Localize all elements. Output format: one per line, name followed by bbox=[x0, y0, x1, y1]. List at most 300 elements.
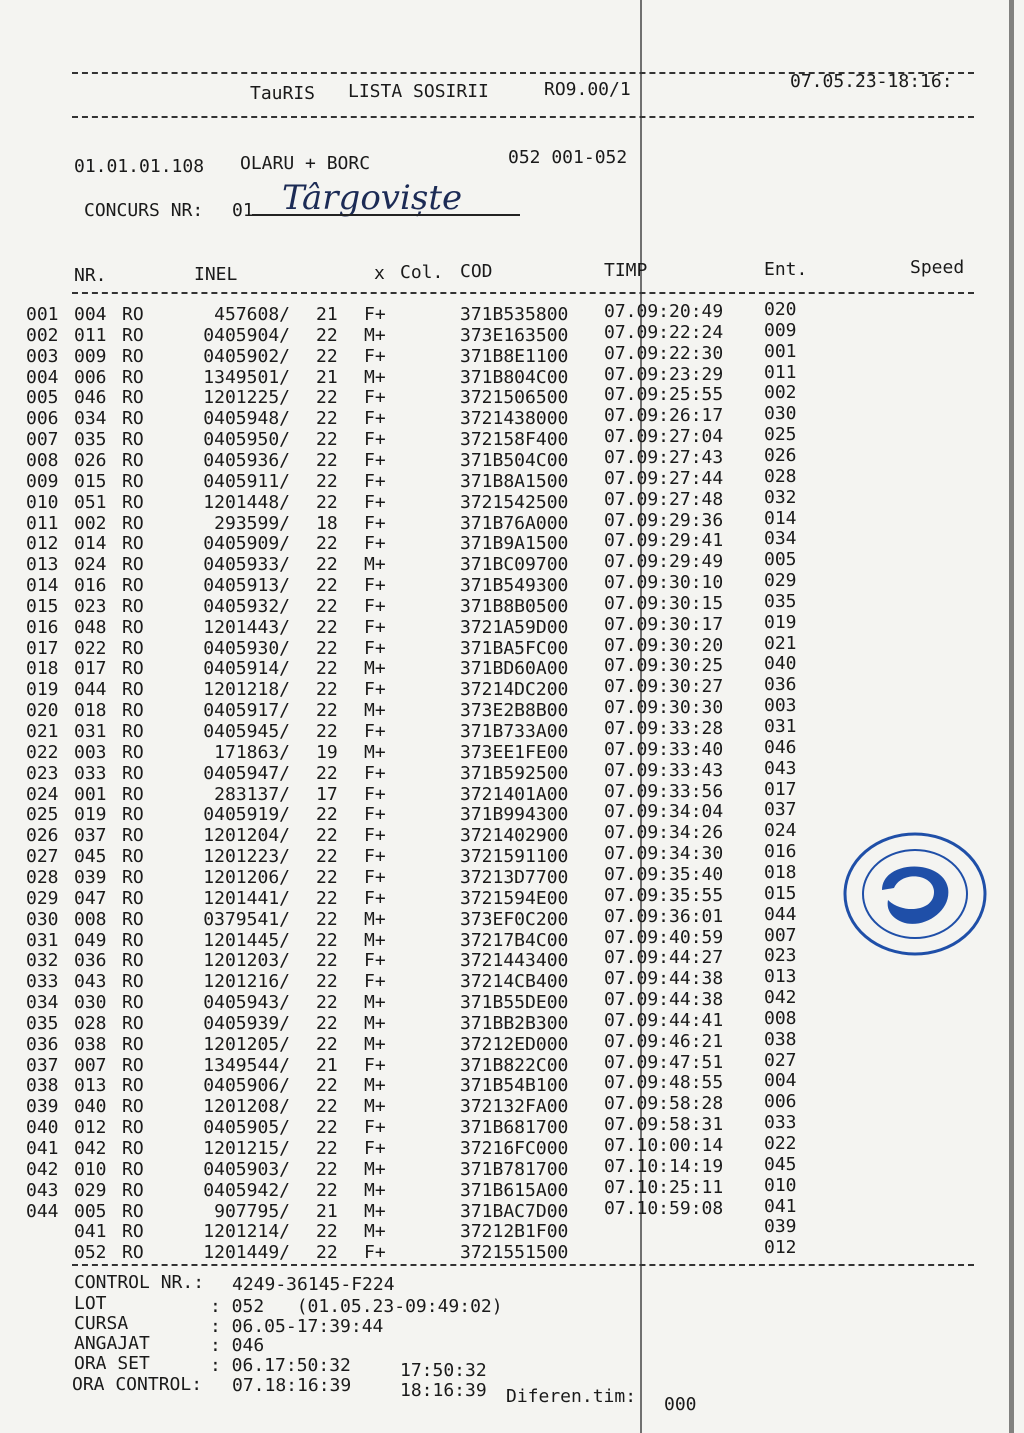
cell-country: RO bbox=[122, 992, 144, 1014]
cell-year: 22 bbox=[316, 533, 338, 555]
cell-ring-number: 1201206/ bbox=[203, 866, 290, 888]
table-row bbox=[0, 1174, 1024, 1201]
cell-pigeon-number: 003 bbox=[74, 741, 107, 763]
cell-pigeon-number: 011 bbox=[74, 324, 107, 346]
cell-sex-color: M+ bbox=[364, 1179, 386, 1201]
cell-ring-number: 1201214/ bbox=[203, 1221, 290, 1243]
cell-chip-code: 3721401A00 bbox=[460, 783, 569, 805]
cell-ring-number: 0405909/ bbox=[203, 533, 290, 555]
cell-ring-number: 1201205/ bbox=[203, 1033, 290, 1055]
table-row bbox=[0, 716, 1024, 742]
cell-entry-number: 035 bbox=[764, 590, 797, 612]
cell-year: 22 bbox=[316, 658, 338, 680]
cell-country: RO bbox=[122, 1158, 144, 1180]
cell-pigeon-number: 034 bbox=[74, 408, 107, 430]
cell-year: 22 bbox=[316, 637, 338, 659]
cell-position: 041 bbox=[26, 1138, 59, 1159]
cell-ring-number: 0405943/ bbox=[203, 992, 290, 1014]
cell-pigeon-number: 013 bbox=[74, 1075, 107, 1097]
cell-entry-number: 008 bbox=[764, 1007, 797, 1029]
cell-ring-number: 0379541/ bbox=[203, 908, 290, 930]
cell-country: RO bbox=[122, 554, 144, 576]
cell-sex-color: F+ bbox=[364, 887, 386, 909]
cell-chip-code: 371B804C00 bbox=[460, 366, 569, 388]
cell-ring-number: 0405930/ bbox=[203, 637, 290, 659]
cell-country: RO bbox=[122, 304, 144, 325]
cell-year: 22 bbox=[316, 470, 338, 492]
table-row bbox=[0, 590, 1024, 617]
ora-control-extra: 18:16:39 bbox=[400, 1380, 487, 1401]
cell-country: RO bbox=[122, 846, 144, 868]
cell-ring-number: 293599/ bbox=[214, 512, 290, 534]
cell-country: RO bbox=[122, 637, 144, 659]
cell-chip-code: 371B76A000 bbox=[460, 512, 569, 534]
cell-sex-color: F+ bbox=[364, 533, 386, 555]
cell-sex-color: F+ bbox=[364, 762, 386, 784]
cell-arrival-time: 07.09:27:04 bbox=[604, 426, 724, 448]
cell-year: 22 bbox=[316, 1117, 338, 1139]
cell-position: 008 bbox=[26, 449, 59, 471]
cell-arrival-time: 07.09:36:01 bbox=[604, 905, 724, 927]
cell-chip-code: 372158F400 bbox=[460, 429, 569, 451]
cell-year: 22 bbox=[316, 971, 338, 993]
cell-year: 22 bbox=[316, 1033, 338, 1055]
cell-sex-color: F+ bbox=[364, 512, 386, 534]
cell-sex-color: M+ bbox=[364, 1158, 386, 1180]
footer-divider bbox=[72, 1264, 974, 1266]
cell-ring-number: 283137/ bbox=[214, 783, 290, 805]
cell-entry-number: 004 bbox=[764, 1070, 797, 1092]
table-row bbox=[0, 1237, 1024, 1264]
cell-entry-number: 029 bbox=[764, 570, 797, 592]
cell-sex-color: F+ bbox=[364, 470, 386, 492]
cell-country: RO bbox=[122, 950, 144, 972]
cell-country: RO bbox=[122, 324, 144, 346]
cell-ring-number: 0405947/ bbox=[203, 762, 290, 784]
cell-ring-number: 1201449/ bbox=[203, 1242, 290, 1264]
cell-country: RO bbox=[122, 470, 144, 492]
contest-number: 01 bbox=[232, 200, 254, 221]
cell-arrival-time: 07.09:22:24 bbox=[604, 321, 724, 343]
cell-pigeon-number: 019 bbox=[74, 804, 107, 826]
cell-entry-number: 033 bbox=[764, 1112, 797, 1134]
cell-chip-code: 371B615A00 bbox=[460, 1179, 569, 1201]
cell-pigeon-number: 042 bbox=[74, 1138, 107, 1159]
cell-pigeon-number: 037 bbox=[74, 825, 107, 847]
cell-position: 023 bbox=[26, 762, 59, 784]
cell-country: RO bbox=[122, 721, 144, 742]
cell-ring-number: 1201225/ bbox=[203, 387, 290, 409]
cell-position: 001 bbox=[26, 304, 59, 325]
cell-arrival-time: 07.09:46:21 bbox=[604, 1030, 724, 1052]
cell-pigeon-number: 018 bbox=[74, 700, 107, 722]
cell-pigeon-number: 045 bbox=[74, 846, 107, 868]
cell-country: RO bbox=[122, 387, 144, 409]
cell-chip-code: 371B9A1500 bbox=[460, 533, 569, 555]
cell-sex-color: M+ bbox=[364, 1033, 386, 1055]
cell-sex-color: M+ bbox=[364, 324, 386, 346]
cell-year: 22 bbox=[316, 491, 338, 513]
cell-chip-code: 371B549300 bbox=[460, 575, 569, 597]
cell-country: RO bbox=[122, 929, 144, 951]
table-row bbox=[0, 299, 1024, 325]
cell-country: RO bbox=[122, 762, 144, 784]
cell-ring-number: 0405932/ bbox=[203, 595, 290, 617]
cell-country: RO bbox=[122, 887, 144, 909]
cell-country: RO bbox=[122, 1138, 144, 1159]
cell-country: RO bbox=[122, 491, 144, 513]
cell-country: RO bbox=[122, 1117, 144, 1139]
cell-entry-number: 026 bbox=[764, 444, 797, 466]
cell-entry-number: 041 bbox=[764, 1195, 797, 1217]
cell-entry-number: 017 bbox=[764, 778, 797, 800]
cell-ring-number: 0405913/ bbox=[203, 575, 290, 597]
cell-chip-code: 37216FC000 bbox=[460, 1138, 569, 1159]
header-datetime: 07.05.23-18:16: bbox=[790, 71, 953, 92]
cell-ring-number: 0405917/ bbox=[203, 700, 290, 722]
cell-chip-code: 3721402900 bbox=[460, 825, 569, 847]
table-row bbox=[0, 1028, 1024, 1055]
control-label: CONTROL NR.: bbox=[74, 1272, 205, 1293]
cell-pigeon-number: 036 bbox=[74, 950, 107, 972]
table-row bbox=[0, 757, 1024, 784]
cell-year: 22 bbox=[316, 429, 338, 451]
cell-chip-code: 371B733A00 bbox=[460, 721, 569, 742]
cell-entry-number: 015 bbox=[764, 882, 797, 904]
cell-pigeon-number: 048 bbox=[74, 616, 107, 638]
table-row bbox=[0, 340, 1024, 367]
cell-arrival-time: 07.09:22:30 bbox=[604, 342, 724, 364]
cell-year: 18 bbox=[316, 512, 338, 534]
cell-sex-color: F+ bbox=[364, 449, 386, 471]
cell-chip-code: 373EF0C200 bbox=[460, 908, 569, 930]
cell-sex-color: F+ bbox=[364, 616, 386, 638]
cell-position: 038 bbox=[26, 1075, 59, 1097]
cell-chip-code: 371B535800 bbox=[460, 304, 569, 325]
cell-pigeon-number: 026 bbox=[74, 449, 107, 471]
cell-country: RO bbox=[122, 658, 144, 680]
cell-chip-code: 371BA5FC00 bbox=[460, 637, 569, 659]
cell-entry-number: 022 bbox=[764, 1133, 797, 1154]
cell-sex-color: M+ bbox=[364, 658, 386, 680]
cell-chip-code: 373EE1FE00 bbox=[460, 741, 569, 763]
cell-position: 026 bbox=[26, 825, 59, 847]
cell-position: 043 bbox=[26, 1179, 59, 1201]
cell-arrival-time: 07.09:30:10 bbox=[604, 572, 724, 594]
cell-ring-number: 0405911/ bbox=[203, 470, 290, 492]
cell-position: 028 bbox=[26, 866, 59, 888]
cell-arrival-time: 07.09:34:26 bbox=[604, 822, 724, 844]
cell-entry-number: 019 bbox=[764, 611, 797, 633]
cell-entry-number: 007 bbox=[764, 924, 797, 946]
table-row bbox=[0, 1195, 1024, 1222]
table-row bbox=[0, 653, 1024, 680]
cell-chip-code: 3721542500 bbox=[460, 491, 569, 513]
cell-entry-number: 030 bbox=[764, 403, 797, 425]
cell-ring-number: 1201218/ bbox=[203, 679, 290, 701]
cell-year: 22 bbox=[316, 387, 338, 409]
cell-sex-color: M+ bbox=[364, 929, 386, 951]
cell-entry-number: 002 bbox=[764, 382, 797, 404]
cell-year: 22 bbox=[316, 721, 338, 742]
table-row bbox=[0, 632, 1024, 659]
cell-chip-code: 371B55DE00 bbox=[460, 992, 569, 1014]
cell-year: 22 bbox=[316, 408, 338, 430]
header-bottom-divider bbox=[72, 116, 974, 118]
cell-arrival-time: 07.10:25:11 bbox=[604, 1176, 724, 1198]
cell-arrival-time: 07.09:29:41 bbox=[604, 530, 724, 552]
cell-position: 007 bbox=[26, 429, 59, 451]
cell-pigeon-number: 043 bbox=[74, 971, 107, 993]
owner-name: OLARU + BORC bbox=[240, 153, 371, 174]
cell-pigeon-number: 047 bbox=[74, 887, 107, 909]
cell-country: RO bbox=[122, 366, 144, 388]
cell-chip-code: 37212B1F00 bbox=[460, 1221, 569, 1243]
cell-year: 22 bbox=[316, 992, 338, 1014]
cell-position: 022 bbox=[26, 741, 59, 763]
cell-sex-color: M+ bbox=[364, 700, 386, 722]
cell-sex-color: M+ bbox=[364, 741, 386, 763]
cell-ring-number: 1201204/ bbox=[203, 825, 290, 847]
cell-arrival-time: 07.09:30:30 bbox=[604, 697, 724, 719]
owner-range: 052 001-052 bbox=[508, 147, 628, 168]
cell-pigeon-number: 024 bbox=[74, 554, 107, 576]
cell-chip-code: 37213D7700 bbox=[460, 866, 569, 888]
lot-value: : 052 (01.05.23-09:49:02) bbox=[210, 1296, 503, 1317]
cell-sex-color: F+ bbox=[364, 721, 386, 742]
cell-entry-number: 044 bbox=[764, 903, 797, 925]
cell-position: 015 bbox=[26, 595, 59, 617]
cell-ring-number: 0405904/ bbox=[203, 324, 290, 346]
cell-year: 22 bbox=[316, 595, 338, 617]
cell-chip-code: 371B504C00 bbox=[460, 449, 569, 471]
cell-arrival-time: 07.09:44:38 bbox=[604, 968, 724, 990]
cell-entry-number: 023 bbox=[764, 945, 797, 967]
cell-ring-number: 0405919/ bbox=[203, 804, 290, 826]
cell-chip-code: 3721A59D00 bbox=[460, 616, 569, 638]
cell-sex-color: M+ bbox=[364, 1221, 386, 1243]
cell-sex-color: M+ bbox=[364, 366, 386, 388]
cell-pigeon-number: 008 bbox=[74, 908, 107, 930]
table-row bbox=[0, 1007, 1024, 1034]
cell-arrival-time: 07.09:47:51 bbox=[604, 1051, 724, 1073]
cell-sex-color: F+ bbox=[364, 846, 386, 868]
col-header-ent: Ent. bbox=[764, 259, 808, 280]
cell-pigeon-number: 046 bbox=[74, 387, 107, 409]
cell-arrival-time: 07.09:33:28 bbox=[604, 718, 724, 739]
cell-pigeon-number: 051 bbox=[74, 491, 107, 513]
cell-pigeon-number: 006 bbox=[74, 366, 107, 388]
cell-arrival-time: 07.10:00:14 bbox=[604, 1135, 724, 1156]
cell-country: RO bbox=[122, 449, 144, 471]
cell-ring-number: 1201215/ bbox=[203, 1138, 290, 1159]
table-row bbox=[0, 611, 1024, 638]
cell-ring-number: 0405950/ bbox=[203, 429, 290, 451]
cell-chip-code: 37214CB400 bbox=[460, 971, 569, 993]
cell-sex-color: F+ bbox=[364, 345, 386, 367]
cell-arrival-time: 07.09:30:25 bbox=[604, 655, 724, 677]
cell-arrival-time: 07.09:33:43 bbox=[604, 759, 724, 781]
cell-position: 018 bbox=[26, 658, 59, 680]
table-row bbox=[0, 528, 1024, 555]
cell-country: RO bbox=[122, 512, 144, 534]
cell-country: RO bbox=[122, 1033, 144, 1055]
table-row bbox=[0, 695, 1024, 722]
cell-pigeon-number: 031 bbox=[74, 721, 107, 742]
cell-position: 004 bbox=[26, 366, 59, 388]
cell-position: 025 bbox=[26, 804, 59, 826]
cell-position: 029 bbox=[26, 887, 59, 909]
cell-position: 012 bbox=[26, 533, 59, 555]
cell-ring-number: 1201223/ bbox=[203, 846, 290, 868]
cell-pigeon-number: 028 bbox=[74, 1012, 107, 1034]
cell-year: 22 bbox=[316, 1221, 338, 1243]
table-row bbox=[0, 1112, 1024, 1139]
owner-code: 01.01.01.108 bbox=[74, 156, 205, 177]
cell-country: RO bbox=[122, 429, 144, 451]
cell-year: 17 bbox=[316, 783, 338, 805]
cell-arrival-time: 07.09:58:31 bbox=[604, 1114, 724, 1136]
cell-arrival-time: 07.09:35:40 bbox=[604, 863, 724, 885]
col-header-cod: COD bbox=[460, 261, 493, 282]
cell-entry-number: 016 bbox=[764, 841, 797, 863]
cell-chip-code: 373E2B8B00 bbox=[460, 700, 569, 722]
cell-arrival-time: 07.09:44:38 bbox=[604, 989, 724, 1011]
cell-arrival-time: 07.09:34:30 bbox=[604, 843, 724, 865]
cell-chip-code: 371B8E1100 bbox=[460, 345, 569, 367]
cell-arrival-time: 07.09:20:49 bbox=[604, 301, 724, 322]
cell-position: 010 bbox=[26, 491, 59, 513]
cell-sex-color: F+ bbox=[364, 950, 386, 972]
cell-arrival-time: 07.09:44:27 bbox=[604, 947, 724, 969]
cell-year: 22 bbox=[316, 825, 338, 847]
cell-arrival-time: 07.09:30:17 bbox=[604, 613, 724, 635]
cell-year: 22 bbox=[316, 616, 338, 638]
table-row bbox=[0, 966, 1024, 993]
cell-arrival-time: 07.09:44:41 bbox=[604, 1009, 724, 1031]
cell-ring-number: 1349501/ bbox=[203, 366, 290, 388]
cell-arrival-time: 07.09:33:56 bbox=[604, 780, 724, 802]
table-row bbox=[0, 736, 1024, 763]
cell-arrival-time: 07.09:23:29 bbox=[604, 363, 724, 385]
cell-pigeon-number: 023 bbox=[74, 595, 107, 617]
cell-year: 21 bbox=[316, 1200, 338, 1222]
cell-sex-color: M+ bbox=[364, 992, 386, 1014]
cell-ring-number: 0405914/ bbox=[203, 658, 290, 680]
cell-year: 22 bbox=[316, 887, 338, 909]
table-row bbox=[0, 507, 1024, 534]
cell-year: 22 bbox=[316, 1158, 338, 1180]
cell-sex-color: M+ bbox=[364, 554, 386, 576]
cell-country: RO bbox=[122, 533, 144, 555]
control-value: 4249-36145-F224 bbox=[232, 1274, 395, 1295]
cell-pigeon-number: 044 bbox=[74, 679, 107, 701]
col-header-speed: Speed bbox=[910, 257, 965, 278]
ora-control-value: 07.18:16:39 bbox=[232, 1375, 352, 1396]
cell-sex-color: F+ bbox=[364, 1117, 386, 1139]
table-row bbox=[0, 319, 1024, 346]
cell-position: 032 bbox=[26, 950, 59, 972]
cell-sex-color: F+ bbox=[364, 304, 386, 325]
cell-chip-code: 3721506500 bbox=[460, 387, 569, 409]
cell-entry-number: 039 bbox=[764, 1216, 797, 1238]
cell-year: 22 bbox=[316, 1012, 338, 1034]
cell-chip-code: 37212ED000 bbox=[460, 1033, 569, 1055]
table-row bbox=[0, 361, 1024, 388]
cell-sex-color: F+ bbox=[364, 575, 386, 597]
cell-ring-number: 457608/ bbox=[214, 304, 290, 325]
ora-set-extra: 17:50:32 bbox=[400, 1360, 487, 1381]
cell-sex-color: F+ bbox=[364, 637, 386, 659]
cell-sex-color: F+ bbox=[364, 491, 386, 513]
cell-country: RO bbox=[122, 408, 144, 430]
cell-sex-color: F+ bbox=[364, 408, 386, 430]
cell-entry-number: 013 bbox=[764, 966, 797, 988]
cell-country: RO bbox=[122, 575, 144, 597]
cell-position: 005 bbox=[26, 387, 59, 409]
cell-country: RO bbox=[122, 1075, 144, 1097]
cell-arrival-time: 07.09:40:59 bbox=[604, 926, 724, 948]
cell-chip-code: 371B822C00 bbox=[460, 1054, 569, 1076]
cell-chip-code: 3721443400 bbox=[460, 950, 569, 972]
table-row bbox=[0, 778, 1024, 805]
cell-sex-color: M+ bbox=[364, 1075, 386, 1097]
cell-position: 035 bbox=[26, 1012, 59, 1034]
cell-pigeon-number: 038 bbox=[74, 1033, 107, 1055]
contest-label: CONCURS NR: bbox=[84, 200, 204, 221]
cell-entry-number: 046 bbox=[764, 736, 797, 758]
cell-position: 003 bbox=[26, 345, 59, 367]
cell-position: 009 bbox=[26, 470, 59, 492]
cell-pigeon-number: 041 bbox=[74, 1221, 107, 1243]
header-brand: TauRIS bbox=[250, 83, 316, 104]
header-version: RO9.00/1 bbox=[544, 79, 631, 100]
cell-position: 044 bbox=[26, 1200, 59, 1222]
cell-entry-number: 024 bbox=[764, 820, 797, 842]
cell-year: 22 bbox=[316, 1179, 338, 1201]
cell-ring-number: 0405945/ bbox=[203, 721, 290, 742]
cell-entry-number: 006 bbox=[764, 1091, 797, 1113]
cell-sex-color: F+ bbox=[364, 679, 386, 701]
cell-pigeon-number: 030 bbox=[74, 992, 107, 1014]
table-row bbox=[0, 1091, 1024, 1118]
cell-year: 21 bbox=[316, 304, 338, 325]
cell-ring-number: 0405948/ bbox=[203, 408, 290, 430]
cell-chip-code: 371B8A1500 bbox=[460, 470, 569, 492]
cell-year: 22 bbox=[316, 846, 338, 868]
diferen-value: 000 bbox=[664, 1394, 697, 1415]
cell-pigeon-number: 017 bbox=[74, 658, 107, 680]
cell-pigeon-number: 007 bbox=[74, 1054, 107, 1076]
contest-location-underline bbox=[252, 214, 520, 216]
cell-year: 22 bbox=[316, 554, 338, 576]
cell-ring-number: 1201208/ bbox=[203, 1096, 290, 1118]
cell-pigeon-number: 033 bbox=[74, 762, 107, 784]
cell-entry-number: 001 bbox=[764, 340, 797, 362]
table-row bbox=[0, 987, 1024, 1014]
cell-country: RO bbox=[122, 1179, 144, 1201]
cell-position: 037 bbox=[26, 1054, 59, 1076]
cell-position: 002 bbox=[26, 324, 59, 346]
cell-entry-number: 034 bbox=[764, 528, 797, 550]
cell-entry-number: 011 bbox=[764, 361, 797, 383]
cell-sex-color: F+ bbox=[364, 387, 386, 409]
cell-entry-number: 005 bbox=[764, 549, 797, 571]
cell-position: 027 bbox=[26, 846, 59, 868]
cell-position: 013 bbox=[26, 554, 59, 576]
table-row bbox=[0, 382, 1024, 409]
cell-chip-code: 373E163500 bbox=[460, 324, 569, 346]
